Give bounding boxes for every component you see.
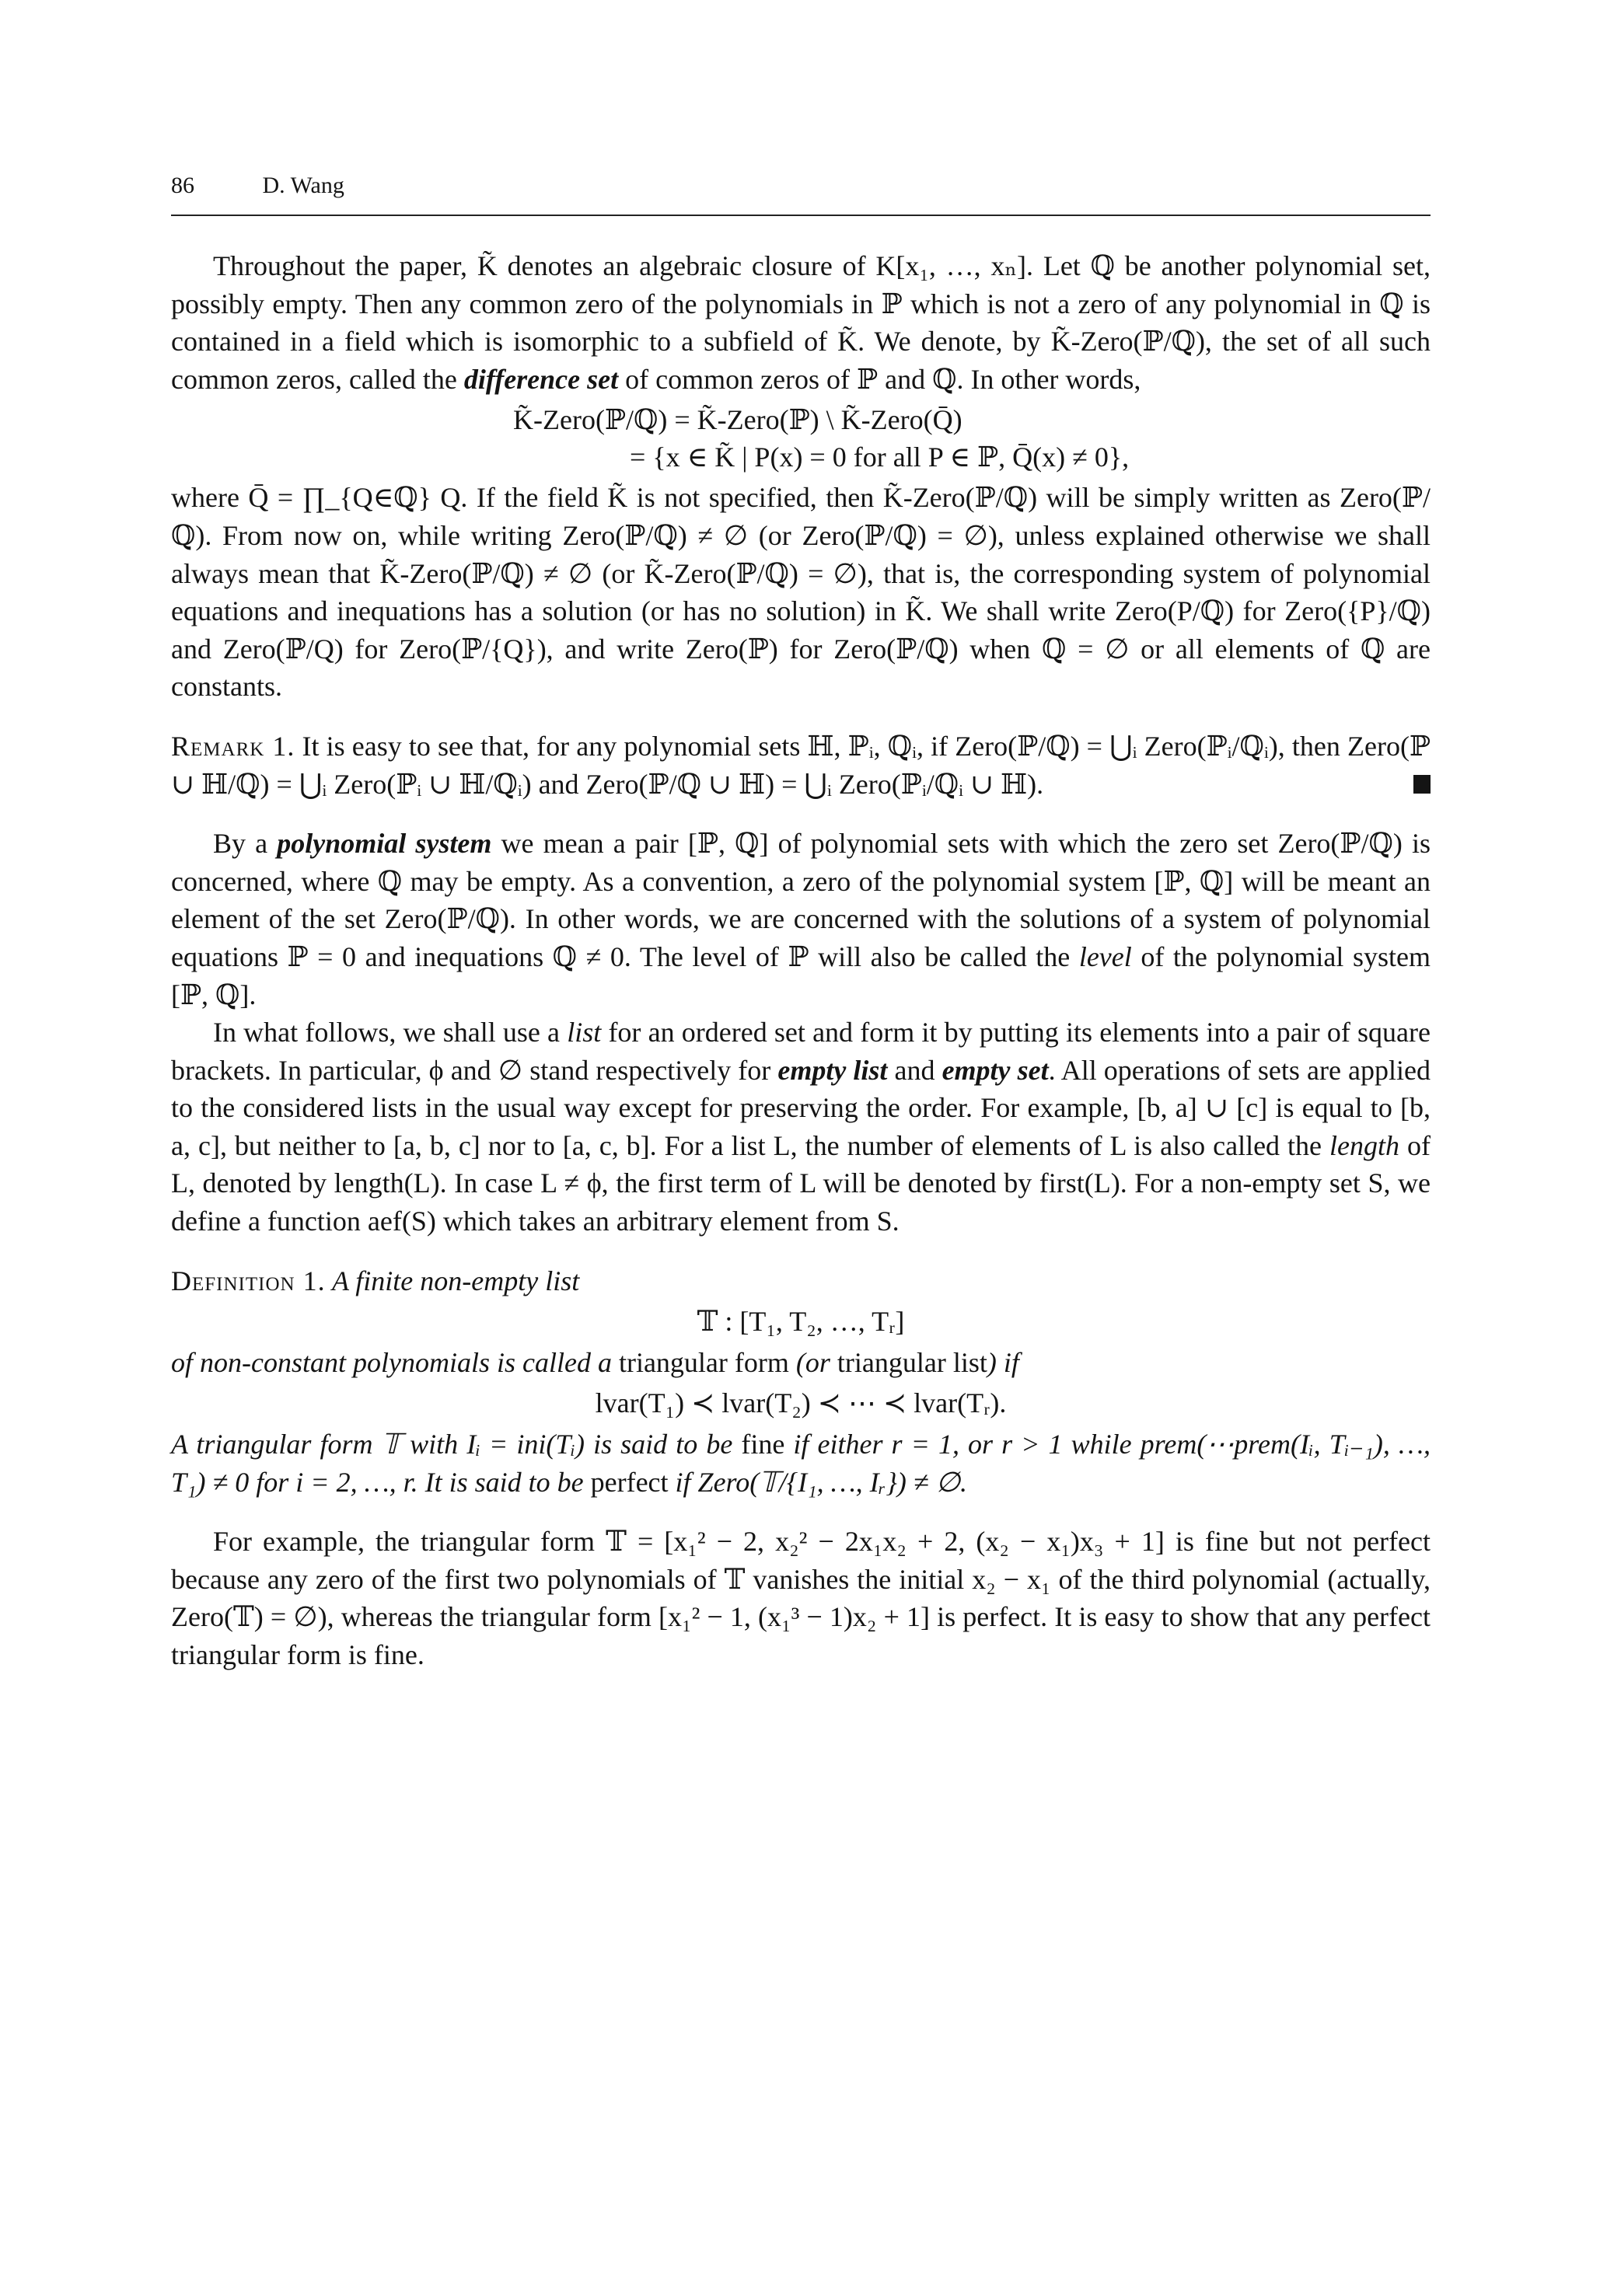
definition-intro: A finite non-empty list — [325, 1265, 580, 1296]
page-number: 86 — [171, 173, 194, 198]
term-triangular-form: triangular form — [618, 1346, 789, 1378]
running-head — [171, 173, 344, 199]
triangular-list-display: 𝕋 : [T₁, T₂, …, Tᵣ] — [697, 1306, 905, 1338]
paragraph-lists: In what follows, we shall use a list for an ordered set and form it by putting its elements into a pair of square brackets. In particular, ϕ and ∅ stand respectively for empty list and empty set. All operations of sets are applied to the considered lists in the usual way except for preserving the order. For example, [b, a] ∪ [c] is equal to [b, a, c], but neither to [a, b, c] nor to [a, c, b]. For a list L, the number of elements of L is also called the length of L, denoted by length(L). In case L ≠ ϕ, the first term of L will be denoted by first(L). For a non-empty set S, we define a function aef(S) which takes an arbitrary element from S. — [171, 1017, 1431, 1237]
term-fine: fine — [741, 1429, 785, 1460]
remark-1 — [171, 728, 1431, 803]
remark-label: Remark 1. — [171, 730, 295, 762]
equation-line-1: K̃-Zero(ℙ/ℚ) = K̃-Zero(ℙ) \ K̃-Zero(Q̄) — [513, 404, 962, 436]
equation-difference-set — [171, 401, 1431, 476]
equation-line-2: = {x ∈ K̃ | P(x) = 0 for all P ∈ ℙ, Q̄(x) ≠ 0}, — [630, 441, 1130, 473]
paragraph-example: For example, the triangular form 𝕋 = [x₁² − 2, x₂² − 2x₁x₂ + 2, (x₂ − x₁)x₃ + 1] is fine but not perfect because any zero of the first two polynomials of 𝕋 vanishes the initial x₂ − x₁ of the third polynomial (actually, Zero(𝕋) = ∅), whereas the triangular form [x₁² − 1, (x₁³ − 1)x₂ + 1] is perfect. It is easy to show that any perfect triangular form is fine. — [171, 1526, 1431, 1670]
term-empty-set: empty set — [941, 1054, 1049, 1086]
term-difference-set: difference set — [463, 363, 619, 395]
body-text — [171, 247, 1431, 1674]
definition-fine-perfect: A triangular form 𝕋 with Iᵢ = ini(Tᵢ) is said to be fine if either r = 1, or r > 1 while prem(⋯prem(Iᵢ, Tᵢ₋₁), …, T₁) ≠ 0 for i = 2, …, r. It is said to be perfect if Zero(𝕋/{I₁, …, Iᵣ}) ≠ ∅. — [171, 1429, 1431, 1498]
para1-text-end: of common zeros of ℙ and ℚ. In other words, — [618, 363, 1141, 395]
term-empty-list: empty list — [777, 1054, 888, 1086]
term-triangular-list: triangular list — [837, 1346, 987, 1378]
remark-text: It is easy to see that, for any polynomial sets ℍ, ℙᵢ, ℚᵢ, if Zero(ℙ/ℚ) = ⋃ᵢ Zero(ℙᵢ/ℚᵢ), then Zero(ℙ ∪ ℍ/ℚ) = ⋃ᵢ Zero(ℙᵢ ∪ ℍ/ℚᵢ) and Zero(ℙ/ℚ ∪ ℍ) = ⋃ᵢ Zero(ℙᵢ/ℚᵢ ∪ ℍ). — [171, 730, 1431, 800]
term-length: length — [1329, 1129, 1400, 1161]
definition-1 — [171, 1262, 1431, 1300]
term-level: level — [1078, 940, 1132, 972]
term-list: list — [567, 1017, 602, 1049]
header-rule — [171, 215, 1431, 216]
paragraph-difference-set — [171, 247, 1431, 398]
lvar-order-display: lvar(T₁) ≺ lvar(T₂) ≺ ⋯ ≺ lvar(Tᵣ). — [595, 1387, 1007, 1419]
term-perfect: perfect — [590, 1466, 669, 1498]
definition-condition: of non-constant polynomials is called a triangular form (or triangular list) if — [171, 1346, 1019, 1378]
definition-label: Definition 1. — [171, 1265, 326, 1296]
running-head-author: D. Wang — [262, 173, 344, 198]
term-polynomial-system: polynomial system — [277, 828, 492, 860]
qed-mark — [1413, 775, 1431, 794]
paragraph-zero-notation: where Q̄ = ∏_{Q∈ℚ} Q. If the field K̃ is not specified, then K̃-Zero(ℙ/ℚ) will be simply written as Zero(ℙ/ℚ). From now on, while writing Zero(ℙ/ℚ) ≠ ∅ (or Zero(ℙ/ℚ) = ∅), unless explained otherwise we shall always mean that K̃-Zero(ℙ/ℚ) ≠ ∅ (or K̃-Zero(ℙ/ℚ) = ∅), that is, the corresponding system of polynomial equations and inequations has a solution (or has no solution) in K̃. We shall write Zero(P/ℚ) for Zero({P}/ℚ) and Zero(ℙ/Q) for Zero(ℙ/{Q}), and write Zero(ℙ) for Zero(ℙ/ℚ) when ℚ = ∅ or all elements of ℚ are constants. — [171, 482, 1431, 703]
paragraph-polynomial-system: By a polynomial system we mean a pair [ℙ, ℚ] of polynomial sets with which the zero set Zero(ℙ/ℚ) is concerned, where ℚ may be empty. As a convention, a zero of the polynomial system [ℙ, ℚ] will be meant an element of the set Zero(ℙ/ℚ). In other words, we are concerned with the solutions of a system of polynomial equations ℙ = 0 and inequations ℚ ≠ 0. The level of ℙ will also be called the level of the polynomial system [ℙ, ℚ]. — [171, 828, 1431, 1010]
para1-text: Throughout the paper, K̃ denotes an algebraic closure of K[x₁, …, xₙ]. Let ℚ be another polynomial set, possibly empty. Then any common zero of the polynomials in ℙ which is not a zero of any polynomial in ℚ is contained in a field which is isomorphic to a subfield of K̃. We denote, by K̃-Zero(ℙ/ℚ), the set of all such common zeros, called the — [171, 250, 1431, 395]
